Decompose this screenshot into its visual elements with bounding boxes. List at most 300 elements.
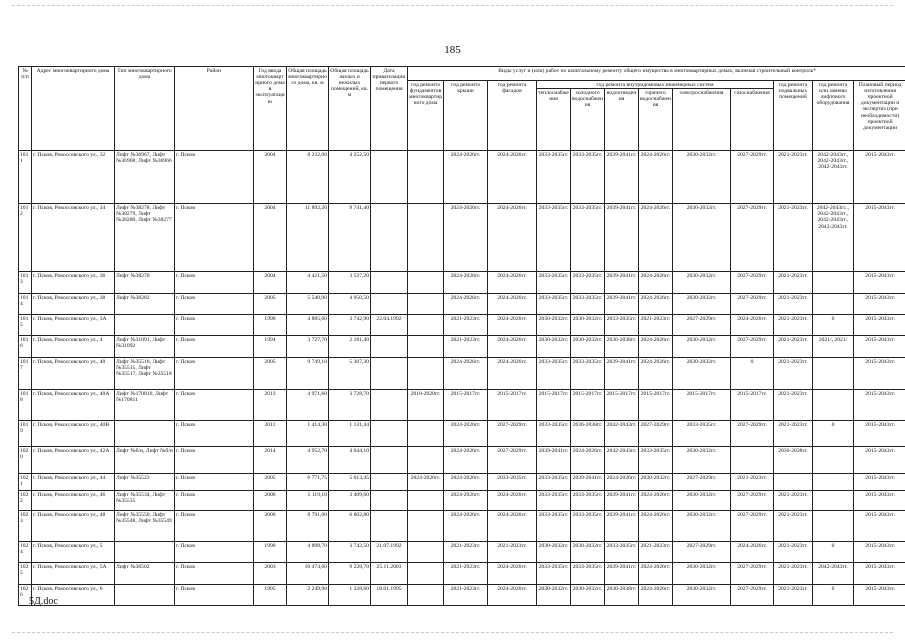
cell-base: 2021-2023гг. — [774, 491, 813, 511]
cell-roof: 2021-2023гг. — [444, 585, 488, 606]
cell-dist: г. Псков — [175, 511, 254, 542]
cell-found — [408, 204, 444, 272]
cell-roof: 2024-2026гг. — [444, 421, 488, 447]
cell-year: 2003 — [254, 563, 287, 585]
cell-year: 2013 — [254, 390, 287, 421]
cell-plan: 2015-2043гг. — [854, 511, 905, 542]
cell-elec: 2027-2029гг. — [673, 542, 731, 563]
cell-living: 5 307,30 — [329, 358, 371, 390]
cell-addr: г. Псков, Рокоссовского ул., 3А — [32, 315, 115, 336]
cell-lift — [813, 491, 854, 511]
cell-cold: 2033-2035гг. — [571, 294, 605, 315]
cell-priv — [371, 390, 408, 421]
cell-n: 1024 — [19, 542, 32, 563]
cell-roof: 2021-2023гг. — [444, 563, 488, 585]
cell-priv — [371, 151, 408, 204]
cell-elec: 2030-2032гг. — [673, 336, 731, 358]
capital-repair-table — [18, 66, 905, 606]
cell-type: Лифт №38282 — [115, 294, 175, 315]
cell-roof: 2024-2026гг. — [444, 272, 488, 294]
cell-type: Лифт №б/н, Лифт №б/н — [115, 447, 175, 474]
cell-base: 2036-2038гг. — [774, 447, 813, 474]
cell-n: 1025 — [19, 563, 32, 585]
cell-plan: 2015-2043гг. — [854, 563, 905, 585]
cell-cold: 2033-2035гг. — [571, 151, 605, 204]
cell-plan: 2015-2043гг. — [854, 447, 905, 474]
cell-hot: 2021-2023гг. — [639, 315, 673, 336]
cell-dist: г. Псков — [175, 585, 254, 606]
cell-base: 2021-2023гг. — [774, 151, 813, 204]
cell-cold: 2033-2035гг. — [571, 204, 605, 272]
col-planned: Плановый период изготовления проектной документации и экспертиз (при необходимости) проектной документации — [854, 81, 905, 151]
table-row — [19, 315, 905, 336]
cell-cold: 2033-2035гг. — [571, 491, 605, 511]
cell-base: 2021-2023гг. — [774, 585, 813, 606]
cell-roof: 2021-2023гг. — [444, 542, 488, 563]
col-systems-group: год ремонта внутридомовых инженерных систем — [537, 81, 774, 89]
cell-area: 6 771,75 — [287, 474, 329, 491]
cell-dist: г. Псков — [175, 491, 254, 511]
cell-cold: 2030-2032гг. — [571, 585, 605, 606]
cell-roof: 2024-2026гг. — [444, 151, 488, 204]
cell-priv — [371, 491, 408, 511]
cell-hot: 2021-2023гг. — [639, 542, 673, 563]
cell-year: 2006 — [254, 491, 287, 511]
table-row — [19, 585, 905, 606]
cell-dist: г. Псков — [175, 204, 254, 272]
col-district: Район — [175, 67, 254, 151]
cell-type: Лифт №170810, Лифт №170811 — [115, 390, 175, 421]
cell-area: 5 540,90 — [287, 294, 329, 315]
cell-roof: 2024-2026гг. — [444, 447, 488, 474]
cell-hot: 2024-2026гг. — [639, 272, 673, 294]
cell-facade: 2024-2026гг. — [488, 511, 537, 542]
cell-found — [408, 585, 444, 606]
cell-heat: 2033-2035гг. — [537, 563, 571, 585]
cell-facade: 2015-2017гг. — [488, 390, 537, 421]
cell-plan: 2015-2043гг. — [854, 585, 905, 606]
cell-area: 8 232,00 — [287, 151, 329, 204]
cell-area: 8 791,60 — [287, 511, 329, 542]
cell-n: 1014 — [19, 294, 32, 315]
cell-cold: 2030-2032гг. — [571, 542, 605, 563]
cell-sewer: 2039-2041гг. — [605, 491, 639, 511]
cell-living: 9 228,70 — [329, 563, 371, 585]
table-row — [19, 358, 905, 390]
cell-heat: 2030-2032гг. — [537, 315, 571, 336]
cell-found — [408, 151, 444, 204]
cell-n: 1017 — [19, 358, 32, 390]
cell-elec: 2030-2032гг. — [673, 151, 731, 204]
cell-base: 2021-2023гг. — [774, 511, 813, 542]
cell-living: 1 328,60 — [329, 585, 371, 606]
cell-heat: 2030-2032гг. — [537, 336, 571, 358]
cell-elec: 2030-2032гг. — [673, 585, 731, 606]
col-total-area: Общая площадь многоквартирного дома, кв. м — [287, 67, 329, 151]
cell-hot: 2024-2026гг. — [639, 563, 673, 585]
cell-heat: 2033-2035гг. — [537, 358, 571, 390]
col-sewer: водоотведения — [605, 89, 639, 151]
cell-facade: 2027-2029гг. — [488, 447, 537, 474]
cell-elec: 2030-2032гг. — [673, 358, 731, 390]
cell-gas: 2027-2029гг. — [731, 272, 774, 294]
col-electric: электроснабжения — [673, 89, 731, 151]
table-row — [19, 542, 905, 563]
cell-cold: 2030-2032гг. — [571, 315, 605, 336]
cell-roof: 2024-2026гг. — [444, 474, 488, 491]
cell-lift — [813, 511, 854, 542]
cell-heat: 2039-2041гг. — [537, 447, 571, 474]
cell-cold: 2039-2041гг. — [571, 474, 605, 491]
cell-found — [408, 563, 444, 585]
cell-year: 2005 — [254, 294, 287, 315]
cell-hot: 2027-2029гг. — [639, 421, 673, 447]
cell-lift: 0 — [813, 585, 854, 606]
cell-hot: 2024-2026гг. — [639, 585, 673, 606]
cell-year: 1990 — [254, 542, 287, 563]
cell-sewer: 2042-2043гг. — [605, 421, 639, 447]
cell-heat: 2033-2035гг. — [537, 272, 571, 294]
cell-type: Лифт №35516, Лифт №35515, Лифт №35517, Лифт №35518 — [115, 358, 175, 390]
cell-hot: 2024-2026гг. — [639, 511, 673, 542]
cell-found — [408, 315, 444, 336]
cell-base: 2021-2023гг. — [774, 563, 813, 585]
cell-area: 4 952,70 — [287, 447, 329, 474]
cell-facade: 2024-2026гг. — [488, 358, 537, 390]
cell-sewer: 2039-2041гг. — [605, 294, 639, 315]
cell-base: 2021-2023гг. — [774, 358, 813, 390]
cell-gas: 2027-2029гг. — [731, 563, 774, 585]
cell-lift: 0 — [813, 421, 854, 447]
cell-lift — [813, 474, 854, 491]
cell-year: 2014 — [254, 447, 287, 474]
cell-living: 4 044,10 — [329, 447, 371, 474]
col-roof: год ремонта крыши — [444, 81, 488, 151]
cell-lift — [813, 358, 854, 390]
col-heating: теплоснабжения — [537, 89, 571, 151]
cell-sewer: 2024-2026гг. — [605, 474, 639, 491]
cell-priv — [371, 204, 408, 272]
cell-plan: 2015-2043гг. — [854, 315, 905, 336]
cell-type: Лифт №35550, Лифт №35548, Лифт №35549 — [115, 511, 175, 542]
cell-hot: 2030-2032гг. — [639, 474, 673, 491]
cell-facade: 2024-2026гг. — [488, 294, 537, 315]
cell-dist: г. Псков — [175, 390, 254, 421]
cell-base: 2021-2023гг. — [774, 390, 813, 421]
cell-gas: 2024-2026гг. — [731, 315, 774, 336]
cell-sewer: 2039-2041гг. — [605, 563, 639, 585]
cell-lift — [813, 294, 854, 315]
col-elevator: год ремонта или замены лифтового оборудования — [813, 81, 854, 151]
cell-addr: г. Псков, Рокоссовского ул., 40 — [32, 358, 115, 390]
cell-year: 2011 — [254, 421, 287, 447]
cell-elec: 2030-2032гг. — [673, 511, 731, 542]
cell-year: 2004 — [254, 204, 287, 272]
cell-base: 2021-2023гг. — [774, 421, 813, 447]
cell-gas: 2021-2023гг. — [731, 474, 774, 491]
col-num: № п/п — [19, 67, 32, 151]
cell-cold: 2024-2026гг. — [571, 447, 605, 474]
cell-n: 1019 — [19, 421, 32, 447]
cell-roof: 2024-2026гг. — [444, 358, 488, 390]
cell-gas: 2027-2029гг. — [731, 511, 774, 542]
cell-plan: 2015-2043гг. — [854, 542, 905, 563]
cell-plan: 2015-2043гг. — [854, 204, 905, 272]
col-address: Адрес многоквартирного дома — [32, 67, 115, 151]
cell-heat: 2030-2032гг. — [537, 542, 571, 563]
cell-heat: 2033-2035гг. — [537, 204, 571, 272]
cell-elec: 2027-2029гг. — [673, 474, 731, 491]
cell-living: 3 742,90 — [329, 315, 371, 336]
cell-facade: 2033-2035гг. — [488, 474, 537, 491]
cell-gas: 2027-2029гг. — [731, 151, 774, 204]
cell-base: 2021-2023гг. — [774, 204, 813, 272]
cell-elec: 2033-2035гг. — [673, 421, 731, 447]
cell-type: Лифт №35534, Лифт №35535 — [115, 491, 175, 511]
cell-facade: 2021-2023гг. — [488, 542, 537, 563]
cell-priv — [371, 421, 408, 447]
cell-gas: 2027-2029гг. — [731, 491, 774, 511]
cell-sewer: 2039-2041гг. — [605, 511, 639, 542]
cell-lift — [813, 272, 854, 294]
cell-cold: 2033-2035гг. — [571, 358, 605, 390]
cell-gas: 2027-2029гг. — [731, 336, 774, 358]
cell-gas: 2027-2029гг. — [731, 294, 774, 315]
cell-found — [408, 542, 444, 563]
cell-area: 9 749,10 — [287, 358, 329, 390]
cell-type — [115, 315, 175, 336]
col-works-group: Виды услуг и (или) работ по капитальному ремонту общего имущества в многоквартирных домах, включая строительный контроль* — [408, 67, 905, 81]
cell-base: 2021-2023гг. — [774, 542, 813, 563]
cell-gas: 0 — [731, 358, 774, 390]
cell-lift: 0 — [813, 542, 854, 563]
table-header — [19, 67, 905, 151]
cell-lift — [813, 447, 854, 474]
cell-year: 2004 — [254, 272, 287, 294]
cell-type — [115, 585, 175, 606]
cell-found — [408, 294, 444, 315]
cell-addr: г. Псков, Рокоссовского ул., 36 — [32, 272, 115, 294]
cell-plan: 2015-2043гг. — [854, 294, 905, 315]
cell-year: 2006 — [254, 511, 287, 542]
col-foundation: год ремонта фундаментов многоквартирного дома — [408, 81, 444, 151]
cell-n: 1021 — [19, 474, 32, 491]
cell-sewer: 2039-2041гг. — [605, 151, 639, 204]
cell-living: 3 742,50 — [329, 542, 371, 563]
cell-n: 1022 — [19, 491, 32, 511]
cell-elec: 2030-2032гг. — [673, 563, 731, 585]
cell-plan: 2015-2043гг. — [854, 151, 905, 204]
cell-living: 4 050,50 — [329, 294, 371, 315]
cell-type: Лифт №35523 — [115, 474, 175, 491]
cell-year: 2005 — [254, 358, 287, 390]
cell-year: 1990 — [254, 315, 287, 336]
cell-elec: 2030-2032гг. — [673, 491, 731, 511]
cell-area: 10 474,60 — [287, 563, 329, 585]
cell-found: 2018-2020гг. — [408, 390, 444, 421]
cell-facade: 2024-2026гг. — [488, 336, 537, 358]
col-house-type: Тип многоквартирного дома — [115, 67, 175, 151]
cell-facade: 2024-2026гг. — [488, 563, 537, 585]
cell-lift — [813, 390, 854, 421]
cell-facade: 2024-2026гг. — [488, 315, 537, 336]
cell-priv — [371, 447, 408, 474]
cell-facade: 2024-2026гг. — [488, 272, 537, 294]
cell-addr: г. Псков, Рокоссовского ул., 4 — [32, 336, 115, 358]
cell-sewer: 2042-2043гг. — [605, 447, 639, 474]
cell-area: 11 892,20 — [287, 204, 329, 272]
cell-area: 4 971,60 — [287, 390, 329, 421]
cell-type — [115, 542, 175, 563]
cell-gas: 2027-2029гг. — [731, 585, 774, 606]
cell-priv — [371, 294, 408, 315]
col-living-area: Общая площадь жилых и нежилых помещений, кв. м — [329, 67, 371, 151]
cell-priv — [371, 511, 408, 542]
cell-living: 1 131,44 — [329, 421, 371, 447]
cell-sewer: 2039-2041гг. — [605, 272, 639, 294]
cell-addr: г. Псков, Рокоссовского ул., 38 — [32, 294, 115, 315]
cell-n: 1020 — [19, 447, 32, 474]
cell-heat: 2033-2035гг. — [537, 151, 571, 204]
cell-dist: г. Псков — [175, 421, 254, 447]
cell-hot: 2024-2026гг. — [639, 204, 673, 272]
cell-living: 3 537,20 — [329, 272, 371, 294]
col-hot-water: горячего водоснабжения — [639, 89, 673, 151]
cell-living: 9 741,40 — [329, 204, 371, 272]
cell-gas — [731, 447, 774, 474]
cell-living: 3 728,70 — [329, 390, 371, 421]
table-row — [19, 272, 905, 294]
cell-n: 1018 — [19, 390, 32, 421]
cell-priv — [371, 474, 408, 491]
cell-area: 3 727,70 — [287, 336, 329, 358]
table-body — [19, 151, 905, 606]
cell-n: 1016 — [19, 336, 32, 358]
cell-addr: г. Псков, Рокоссовского ул., 5 — [32, 542, 115, 563]
cell-found — [408, 511, 444, 542]
table-row — [19, 151, 905, 204]
cell-type: Лифт №38278, Лифт №38279, Лифт №38280, Лифт №38277 — [115, 204, 175, 272]
top-divider — [12, 5, 893, 6]
cell-year: 1994 — [254, 336, 287, 358]
cell-base: 2021-2023гг. — [774, 315, 813, 336]
cell-dist: г. Псков — [175, 563, 254, 585]
cell-addr: г. Псков, Рокоссовского ул., 32 — [32, 151, 115, 204]
cell-found: 2024-2026гг. — [408, 474, 444, 491]
cell-found — [408, 358, 444, 390]
cell-living: 2 181,40 — [329, 336, 371, 358]
cell-lift: 2021/, 2021/ — [813, 336, 854, 358]
cell-elec: 2027-2029гг. — [673, 315, 731, 336]
cell-type: Лифт №36967, Лифт №36968, Лифт №36966 — [115, 151, 175, 204]
cell-priv — [371, 358, 408, 390]
cell-n: 1026 — [19, 585, 32, 606]
table-row — [19, 511, 905, 542]
cell-roof: 2024-2026гг. — [444, 511, 488, 542]
cell-addr: г. Псков, Рокоссовского ул., 40В — [32, 421, 115, 447]
cell-area: 4 898,70 — [287, 542, 329, 563]
col-year-built: Год ввода многоквартирного дома в эксплуатацию — [254, 67, 287, 151]
cell-base: 2021-2023гг. — [774, 272, 813, 294]
cell-sewer: 2036-2038гг. — [605, 336, 639, 358]
cell-hot: 2024-2026гг. — [639, 294, 673, 315]
cell-hot: 2033-2035гг. — [639, 447, 673, 474]
cell-plan: 2015-2043гг. — [854, 421, 905, 447]
cell-dist: г. Псков — [175, 447, 254, 474]
cell-found — [408, 421, 444, 447]
bottom-divider — [12, 632, 893, 633]
cell-addr: г. Псков, Рокоссовского ул., 46 — [32, 491, 115, 511]
cell-heat: 2033-2035гг. — [537, 421, 571, 447]
table-row — [19, 204, 905, 272]
cell-roof: 2021-2023гг. — [444, 336, 488, 358]
cell-year: 2005 — [254, 474, 287, 491]
cell-cold: 2033-2035гг. — [571, 563, 605, 585]
cell-sewer: 2033-2035гг. — [605, 315, 639, 336]
cell-facade: 2024-2026гг. — [488, 585, 537, 606]
cell-hot: 2015-2017гг. — [639, 390, 673, 421]
cell-elec: 2030-2032гг. — [673, 294, 731, 315]
col-cold-water: холодного водоснабжения — [571, 89, 605, 151]
cell-area: 4 885,60 — [287, 315, 329, 336]
cell-plan: 2015-2043гг. — [854, 491, 905, 511]
cell-area: 4 421,50 — [287, 272, 329, 294]
cell-hot: 2024-2026гг. — [639, 491, 673, 511]
cell-sewer: 2036-2038гг. — [605, 585, 639, 606]
cell-facade: 2027-2029гг. — [488, 421, 537, 447]
cell-roof: 2024-2026гг. — [444, 294, 488, 315]
cell-gas: 2024-2026гг. — [731, 542, 774, 563]
cell-base: 2021-2023гг. — [774, 336, 813, 358]
cell-dist: г. Псков — [175, 336, 254, 358]
cell-gas: 2027-2029гг. — [731, 204, 774, 272]
cell-type: Лифт №31091, Лифт №31092 — [115, 336, 175, 358]
cell-hot: 2024-2026гг. — [639, 336, 673, 358]
cell-plan: 2015-2043гг. — [854, 390, 905, 421]
table-row — [19, 474, 905, 491]
page-number: 185 — [444, 44, 461, 56]
cell-cold: 2015-2017гг. — [571, 390, 605, 421]
cell-sewer: 2039-2041гг. — [605, 204, 639, 272]
col-facade: год ремонта фасадов — [488, 81, 537, 151]
cell-roof: 2015-2017гг. — [444, 390, 488, 421]
cell-base — [774, 474, 813, 491]
cell-cold: 2030-2032гг. — [571, 336, 605, 358]
cell-roof: 2024-2026гг. — [444, 204, 488, 272]
cell-heat: 2033-2035гг. — [537, 511, 571, 542]
cell-dist: г. Псков — [175, 315, 254, 336]
cell-found — [408, 272, 444, 294]
cell-dist: г. Псков — [175, 474, 254, 491]
cell-priv: 21.07.1992 — [371, 542, 408, 563]
cell-elec: 2015-2017гг. — [673, 390, 731, 421]
cell-priv — [371, 336, 408, 358]
cell-found — [408, 491, 444, 511]
cell-living: 6 802,80 — [329, 511, 371, 542]
cell-cold: 2033-2035гг. — [571, 511, 605, 542]
cell-area: 5 119,10 — [287, 491, 329, 511]
cell-heat: 2033-2035гг. — [537, 474, 571, 491]
cell-elec: 2030-2032гг. — [673, 447, 731, 474]
cell-addr: г. Псков, Рокоссовского ул., 34 — [32, 204, 115, 272]
cell-heat: 2015-2017гг. — [537, 390, 571, 421]
col-basement: год ремонта подвальных помещений — [774, 81, 813, 151]
cell-lift: 2042-2043гг., 2042-2043гг., 2042-2043гг. — [813, 151, 854, 204]
cell-roof: 2021-2023гг. — [444, 315, 488, 336]
cell-type: Лифт №36502 — [115, 563, 175, 585]
cell-base: 2021-2023гг. — [774, 294, 813, 315]
cell-dist: г. Псков — [175, 272, 254, 294]
